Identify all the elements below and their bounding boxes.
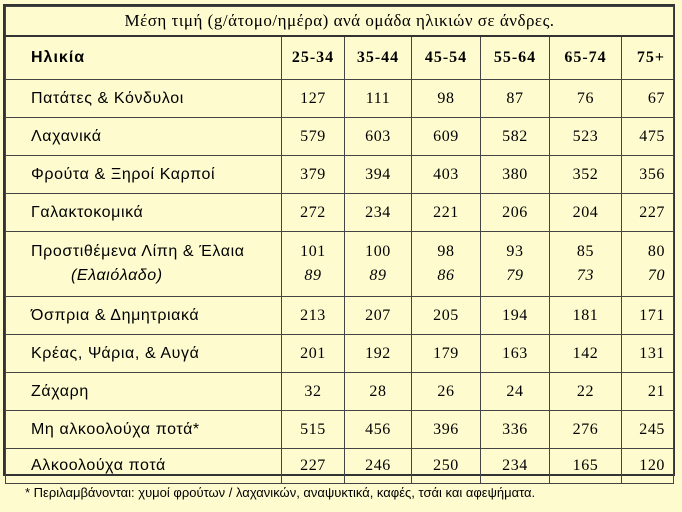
value-cell: [412, 80, 481, 118]
value-text: 67: [647, 89, 666, 107]
value-cell: [550, 373, 622, 411]
value-text: 515: [300, 420, 326, 438]
footnote: * Περιλαμβάνονται: χυμοί φρούτων / λαχανικών, αναψυκτικά, καφές, τσάι και αφεψήματα.: [25, 485, 536, 500]
value-cell: [412, 411, 481, 449]
value-text: 28: [369, 382, 387, 400]
row-label-text: Λαχανικά: [31, 127, 102, 145]
row-label: [6, 449, 282, 484]
table-row: [6, 156, 674, 194]
row-label: [6, 297, 282, 335]
value-text: 475: [639, 127, 666, 145]
value-text: 26: [437, 382, 455, 400]
value-text: 356: [639, 165, 666, 183]
row-label-text: Μη αλκοολούχα ποτά*: [31, 420, 200, 438]
header-row: [6, 36, 674, 80]
value-cell: [481, 335, 550, 373]
row-label-text: Κρέας, Ψάρια, & Αυγά: [31, 344, 200, 362]
value-text: 87: [506, 89, 524, 107]
subvalue-text: 89: [304, 267, 322, 284]
table-row: [6, 118, 674, 156]
value-cell: [412, 156, 481, 194]
value-cell: [550, 232, 622, 297]
value-text: 201: [300, 344, 326, 362]
value-cell: [622, 194, 674, 232]
value-text: 380: [502, 165, 528, 183]
value-cell: [282, 335, 345, 373]
value-text: 456: [365, 420, 391, 438]
value-cell: [481, 80, 550, 118]
value-cell: [345, 373, 412, 411]
row-label-text: Ζάχαρη: [31, 382, 89, 400]
value-text: 523: [572, 127, 599, 145]
value-text: 181: [572, 306, 599, 324]
value-text: 352: [572, 165, 599, 183]
value-text: 100: [365, 243, 391, 260]
table-row: [6, 194, 674, 232]
value-cell: [622, 232, 674, 297]
value-text: 101: [300, 243, 326, 260]
row-label-text: Φρούτα & Ξηροί Καρποί: [31, 165, 216, 183]
value-text: 165: [572, 457, 599, 474]
value-cell: [345, 335, 412, 373]
value-text: 192: [365, 344, 391, 362]
value-cell: [622, 335, 674, 373]
value-cell: [622, 118, 674, 156]
value-text: 120: [639, 457, 666, 474]
value-cell: [412, 449, 481, 484]
table-row: [6, 232, 674, 297]
value-cell: [481, 373, 550, 411]
value-cell: [345, 297, 412, 335]
table-row: [6, 373, 674, 411]
value-cell: [622, 411, 674, 449]
value-text: 32: [304, 382, 322, 400]
value-text: 579: [300, 127, 326, 145]
value-cell: [345, 118, 412, 156]
value-cell: [550, 80, 622, 118]
value-cell: [550, 449, 622, 484]
value-text: 21: [647, 382, 666, 400]
value-text: 246: [365, 457, 391, 474]
value-cell: [282, 373, 345, 411]
value-cell: [282, 118, 345, 156]
value-cell: [550, 335, 622, 373]
value-cell: [282, 232, 345, 297]
value-text: 276: [572, 420, 599, 438]
value-cell: [282, 156, 345, 194]
value-cell: [550, 411, 622, 449]
row-label: [6, 80, 282, 118]
value-cell: [282, 80, 345, 118]
value-text: 234: [365, 203, 391, 221]
table-row: [6, 449, 674, 484]
subvalue-text: 70: [647, 267, 666, 284]
value-text: 403: [433, 165, 459, 183]
value-cell: [345, 449, 412, 484]
age-header-55-64: 55-64: [481, 36, 550, 80]
value-cell: [412, 335, 481, 373]
value-cell: [345, 194, 412, 232]
value-cell: [550, 297, 622, 335]
row-label-text: Όσπρια & Δημητριακά: [31, 306, 200, 324]
value-text: 24: [506, 382, 524, 400]
value-cell: [412, 118, 481, 156]
table-row: [6, 297, 674, 335]
table-row: [6, 80, 674, 118]
value-cell: [345, 232, 412, 297]
value-cell: [481, 297, 550, 335]
value-text: 98: [437, 243, 455, 260]
value-cell: [550, 156, 622, 194]
row-label: [6, 156, 282, 194]
value-cell: [481, 449, 550, 484]
row-sublabel: (Ελαιόλαδο): [71, 267, 163, 284]
value-text: 394: [365, 165, 391, 183]
subvalue-text: 73: [576, 267, 595, 284]
value-text: 194: [502, 306, 528, 324]
table-title: Μέση τιμή (g/άτομο/ημέρα) ανά ομάδα ηλικιών σε άνδρες.: [6, 7, 674, 37]
value-text: 272: [300, 203, 326, 221]
row-label: [6, 411, 282, 449]
value-text: 379: [300, 165, 326, 183]
value-text: 221: [433, 203, 459, 221]
row-label: [6, 232, 282, 297]
value-text: 227: [639, 203, 666, 221]
value-text: 142: [572, 344, 599, 362]
value-cell: [412, 373, 481, 411]
value-text: 93: [506, 243, 524, 260]
row-label: [6, 194, 282, 232]
age-header-65-74: 65-74: [550, 36, 622, 80]
age-header-label: Ηλικία: [6, 36, 282, 80]
age-header-45-54: 45-54: [412, 36, 481, 80]
value-text: 179: [433, 344, 459, 362]
age-header-25-34: 25-34: [282, 36, 345, 80]
row-label: [6, 118, 282, 156]
value-text: 131: [639, 344, 666, 362]
value-cell: [481, 411, 550, 449]
subvalue-text: 79: [506, 267, 524, 284]
value-text: 171: [639, 306, 666, 324]
value-text: 245: [639, 420, 666, 438]
value-text: 85: [576, 243, 595, 260]
value-text: 111: [365, 89, 391, 107]
value-text: 582: [502, 127, 528, 145]
value-text: 80: [647, 243, 666, 260]
value-text: 603: [365, 127, 391, 145]
value-text: 609: [433, 127, 459, 145]
row-label-text: Πατάτες & Κόνδυλοι: [31, 89, 184, 107]
value-text: 204: [572, 203, 599, 221]
age-header-75-plus: 75+: [622, 36, 674, 80]
value-cell: [550, 118, 622, 156]
value-cell: [345, 156, 412, 194]
value-text: 127: [300, 89, 326, 107]
value-text: 227: [300, 457, 326, 474]
value-cell: [481, 232, 550, 297]
value-cell: [412, 232, 481, 297]
value-cell: [622, 449, 674, 484]
value-cell: [282, 449, 345, 484]
table-row: [6, 335, 674, 373]
value-text: 206: [502, 203, 528, 221]
row-label: [6, 335, 282, 373]
row-label-text: Αλκοολούχα ποτά: [31, 457, 166, 474]
value-cell: [481, 118, 550, 156]
value-cell: [282, 297, 345, 335]
value-text: 98: [437, 89, 455, 107]
value-text: 234: [502, 457, 528, 474]
value-cell: [412, 297, 481, 335]
value-text: 207: [365, 306, 391, 324]
row-label: [6, 373, 282, 411]
value-text: 163: [502, 344, 528, 362]
nutrition-table: [5, 6, 674, 484]
value-cell: [550, 194, 622, 232]
value-text: 76: [576, 89, 595, 107]
value-cell: [481, 194, 550, 232]
age-header-35-44: 35-44: [345, 36, 412, 80]
value-text: 336: [502, 420, 528, 438]
value-text: 22: [576, 382, 595, 400]
value-text: 396: [433, 420, 459, 438]
row-label-text: Προστιθέμενα Λίπη & Έλαια: [31, 243, 245, 260]
value-cell: [282, 194, 345, 232]
value-cell: [622, 80, 674, 118]
value-cell: [345, 80, 412, 118]
value-cell: [481, 156, 550, 194]
value-text: 213: [300, 306, 326, 324]
value-cell: [345, 411, 412, 449]
value-cell: [622, 297, 674, 335]
table-row: [6, 411, 674, 449]
value-text: 205: [433, 306, 459, 324]
row-label-text: Γαλακτοκομικά: [31, 203, 144, 221]
subvalue-text: 89: [369, 267, 387, 284]
value-cell: [622, 373, 674, 411]
value-cell: [412, 194, 481, 232]
subvalue-text: 86: [437, 267, 455, 284]
value-cell: [622, 156, 674, 194]
value-cell: [282, 411, 345, 449]
value-text: 250: [433, 457, 459, 474]
